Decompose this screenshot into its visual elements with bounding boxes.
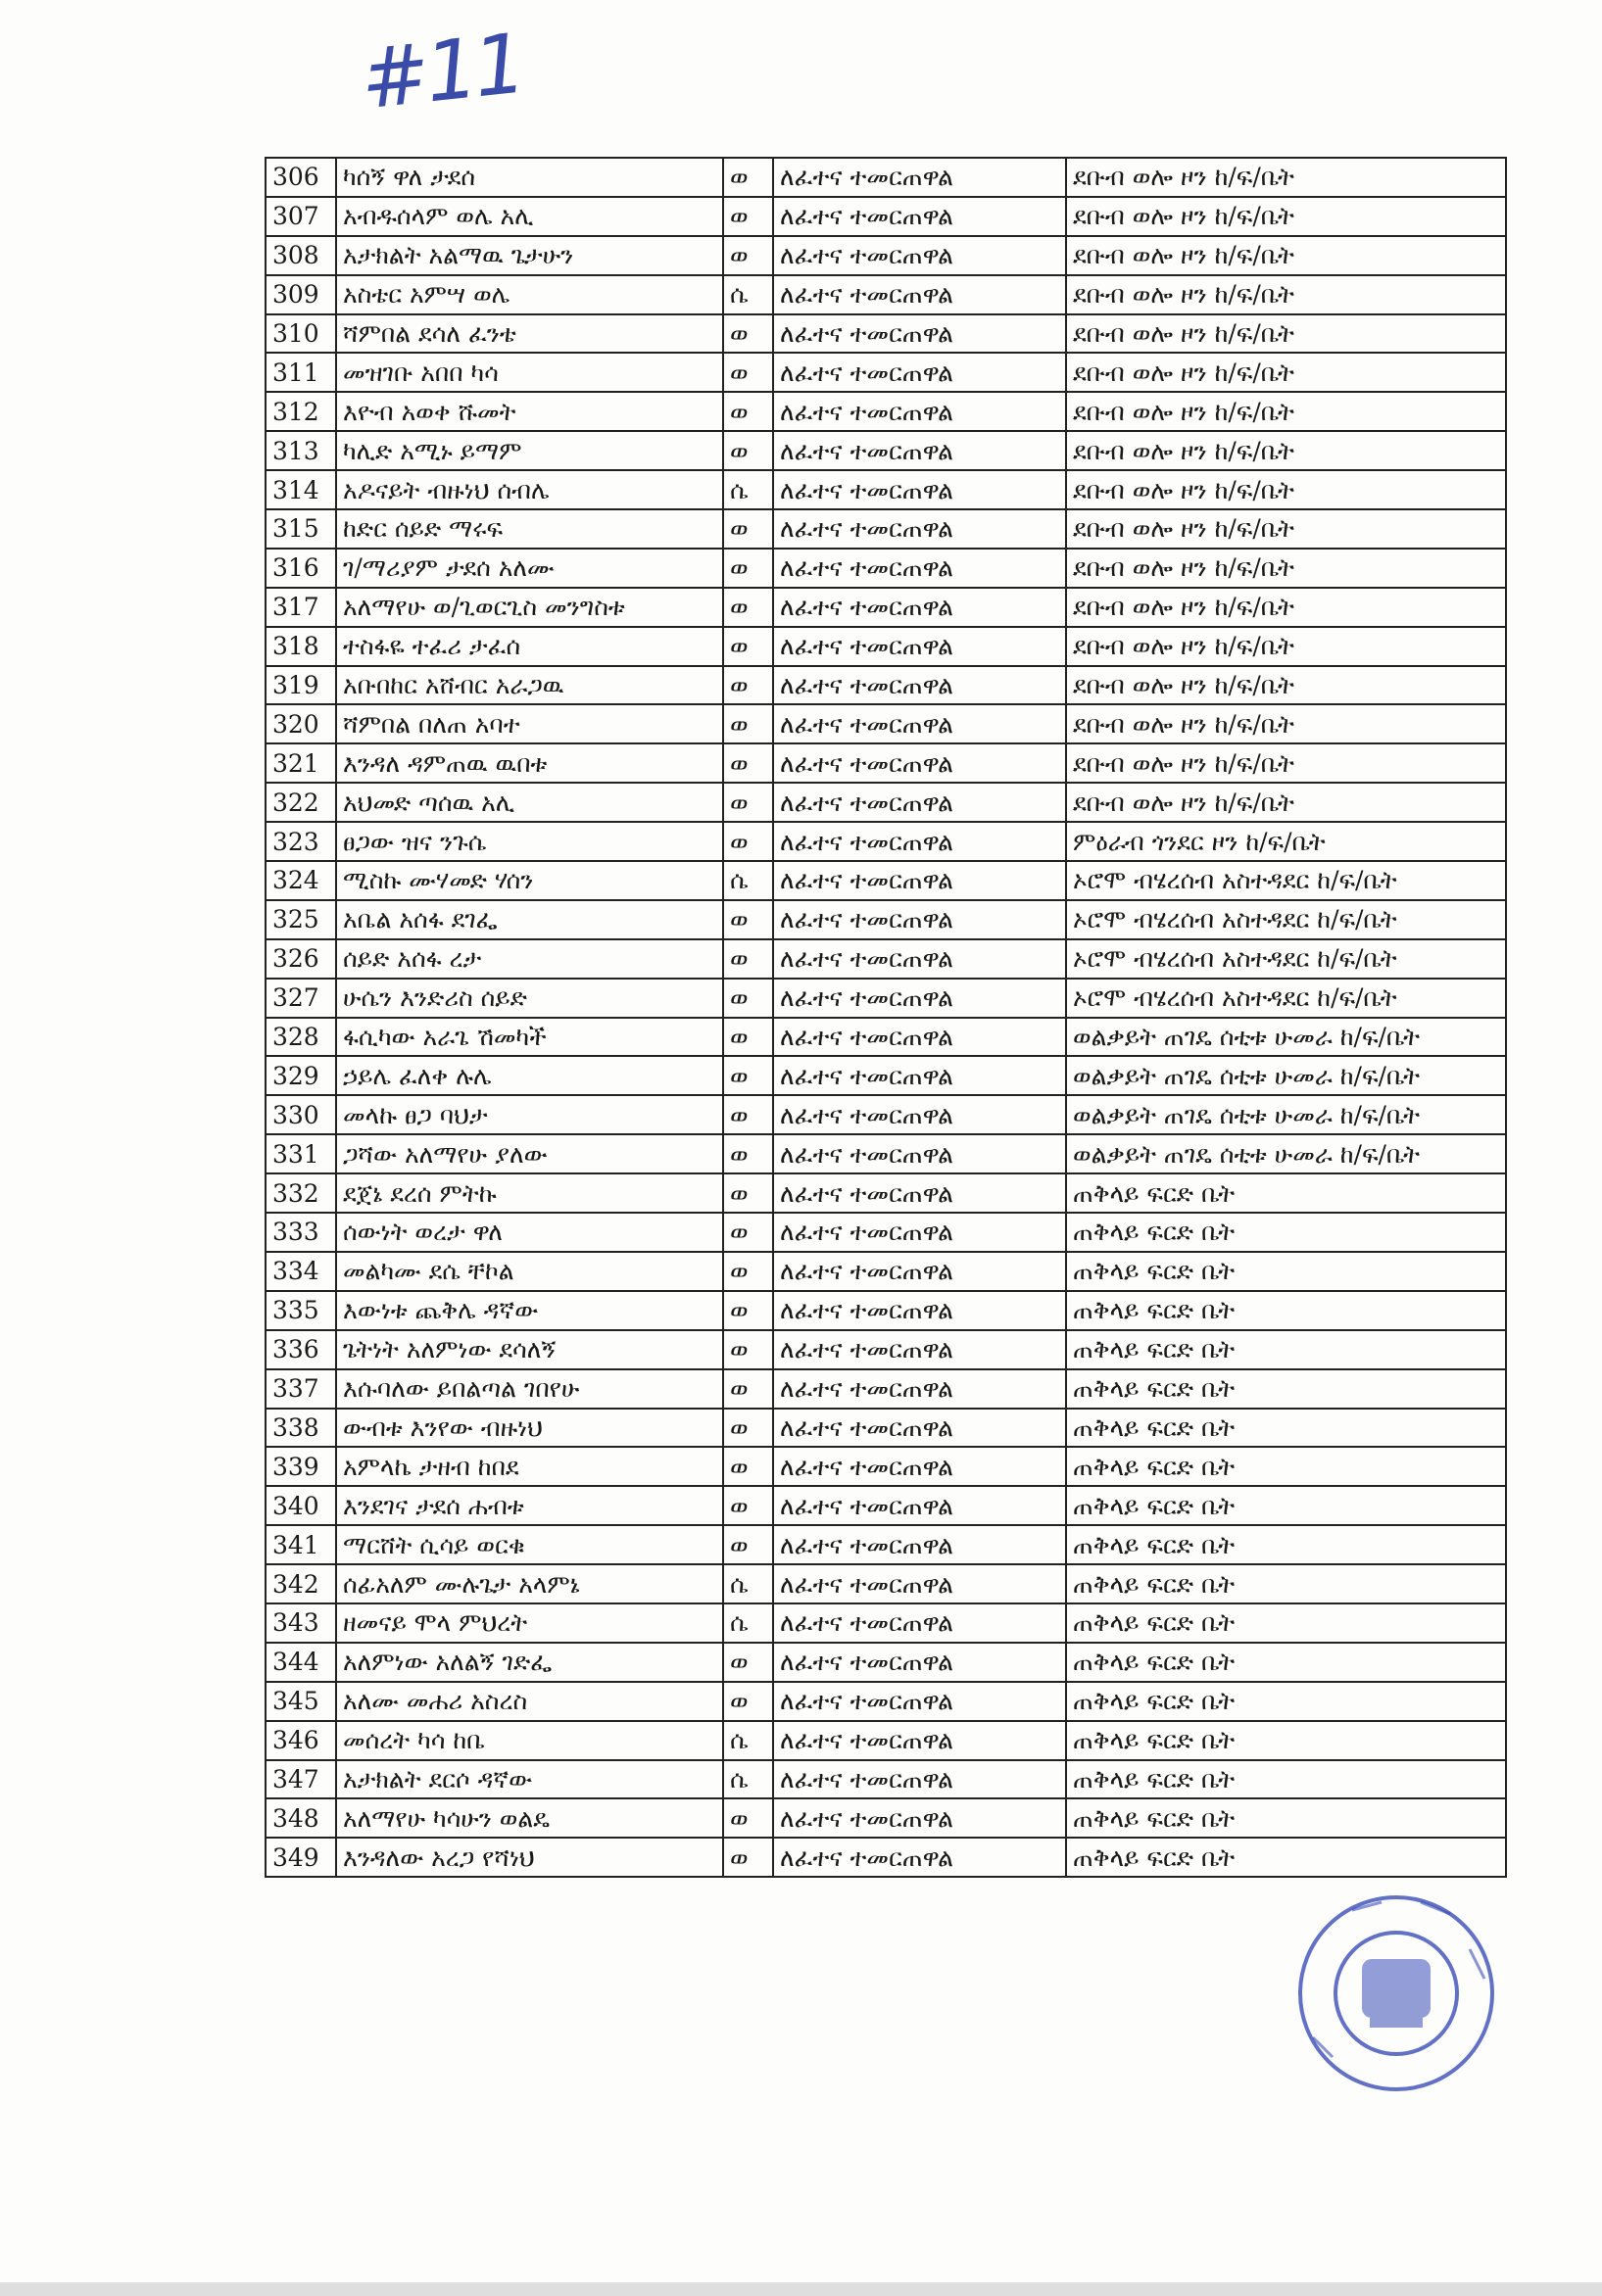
candidate-name: አታክልት አልማዉ ጌታሁን: [336, 236, 723, 275]
table-row: [266, 392, 1506, 431]
row-number: 332: [266, 1173, 336, 1213]
court-name: ደቡብ ወሎ ዞን ከ/ፍ/ቤት: [1066, 783, 1506, 822]
row-number: 340: [266, 1486, 336, 1525]
candidate-sex: ወ: [723, 704, 773, 743]
selection-status: ለፈተና ተመርጠዋል: [773, 158, 1066, 197]
candidate-name: መሰረት ካሳ ከቤ: [336, 1721, 723, 1760]
selection-status: ለፈተና ተመርጠዋል: [773, 1056, 1066, 1095]
row-number: 344: [266, 1643, 336, 1682]
table-row: [266, 588, 1506, 627]
candidate-name: ካሰኝ ዋለ ታደሰ: [336, 158, 723, 197]
candidate-sex: ወ: [723, 1018, 773, 1057]
court-name: ደቡብ ወሎ ዞን ከ/ፍ/ቤት: [1066, 509, 1506, 549]
court-name: ጠቅላይ ፍርድ ቤት: [1066, 1838, 1506, 1877]
row-number: 324: [266, 861, 336, 900]
candidate-sex: ወ: [723, 509, 773, 549]
candidate-name: አለሙ መሐሪ አስረስ: [336, 1682, 723, 1721]
candidate-sex: ወ: [723, 1838, 773, 1877]
table-row: [266, 1330, 1506, 1369]
table-row: [266, 1525, 1506, 1564]
candidate-sex: ወ: [723, 1095, 773, 1134]
candidate-sex: ወ: [723, 1409, 773, 1448]
row-number: 329: [266, 1056, 336, 1095]
candidate-sex: ወ: [723, 1252, 773, 1291]
court-name: ወልቃይት ጠገዴ ሰቲቱ ሁመራ ከ/ፍ/ቤት: [1066, 1018, 1506, 1057]
table-row: [266, 549, 1506, 588]
court-name: ጠቅላይ ፍርድ ቤት: [1066, 1564, 1506, 1603]
selection-status: ለፈተና ተመርጠዋል: [773, 549, 1066, 588]
candidate-name: መልካሙ ደሴ ቸኮል: [336, 1252, 723, 1291]
candidate-name: ሰይድ አሰፋ ረታ: [336, 939, 723, 979]
selection-status: ለፈተና ተመርጠዋል: [773, 431, 1066, 470]
row-number: 339: [266, 1447, 336, 1486]
row-number: 348: [266, 1798, 336, 1838]
candidate-name: ገ/ማሪያም ታደሰ አለሙ: [336, 549, 723, 588]
candidate-sex: ወ: [723, 431, 773, 470]
court-name: ደቡብ ወሎ ዞን ከ/ፍ/ቤት: [1066, 236, 1506, 275]
court-name: ጠቅላይ ፍርድ ቤት: [1066, 1173, 1506, 1213]
court-name: ደቡብ ወሎ ዞን ከ/ፍ/ቤት: [1066, 392, 1506, 431]
selection-status: ለፈተና ተመርጠዋል: [773, 1447, 1066, 1486]
row-number: 313: [266, 431, 336, 470]
table-row: [266, 314, 1506, 354]
table-row: [266, 666, 1506, 705]
selection-status: ለፈተና ተመርጠዋል: [773, 470, 1066, 509]
row-number: 314: [266, 470, 336, 509]
row-number: 336: [266, 1330, 336, 1369]
candidate-name: ማርሸት ሲሳይ ወርቁ: [336, 1525, 723, 1564]
candidate-name: ኃይሌ ፈለቀ ሉሌ: [336, 1056, 723, 1095]
table-row: [266, 1252, 1506, 1291]
table-row: [266, 353, 1506, 392]
court-name: ደቡብ ወሎ ዞን ከ/ፍ/ቤት: [1066, 197, 1506, 236]
selection-status: ለፈተና ተመርጠዋል: [773, 1134, 1066, 1173]
court-name: ጠቅላይ ፍርድ ቤት: [1066, 1643, 1506, 1682]
candidate-sex: ሴ: [723, 1721, 773, 1760]
table-row: [266, 431, 1506, 470]
court-name: ጠቅላይ ፍርድ ቤት: [1066, 1447, 1506, 1486]
candidate-sex: ወ: [723, 939, 773, 979]
selection-status: ለፈተና ተመርጠዋል: [773, 1330, 1066, 1369]
candidate-sex: ወ: [723, 666, 773, 705]
table-row: [266, 1798, 1506, 1838]
table-row: [266, 275, 1506, 314]
court-name: ደቡብ ወሎ ዞን ከ/ፍ/ቤት: [1066, 588, 1506, 627]
row-number: 327: [266, 979, 336, 1018]
table-row: [266, 822, 1506, 861]
selection-status: ለፈተና ተመርጠዋል: [773, 588, 1066, 627]
candidate-name: አለማየሁ ካሳሁን ወልዴ: [336, 1798, 723, 1838]
table-row: [266, 1486, 1506, 1525]
candidate-sex: ሴ: [723, 1760, 773, 1799]
candidate-sex: ወ: [723, 1486, 773, 1525]
table-row: [266, 1564, 1506, 1603]
table-row: [266, 1838, 1506, 1877]
row-number: 345: [266, 1682, 336, 1721]
candidate-name: እንዳለ ዳምጠዉ ዉበቱ: [336, 743, 723, 783]
candidate-name: ሰውነት ወረታ ዋለ: [336, 1213, 723, 1252]
selection-status: ለፈተና ተመርጠዋል: [773, 900, 1066, 939]
table-row: [266, 1134, 1506, 1173]
court-name: ጠቅላይ ፍርድ ቤት: [1066, 1721, 1506, 1760]
row-number: 320: [266, 704, 336, 743]
court-name: ጠቅላይ ፍርድ ቤት: [1066, 1760, 1506, 1799]
candidate-sex: ወ: [723, 900, 773, 939]
selection-status: ለፈተና ተመርጠዋል: [773, 704, 1066, 743]
candidate-name: ፋሲካው አራጌ ሽመካች: [336, 1018, 723, 1057]
candidate-name: አታክልት ደርሶ ዳኛው: [336, 1760, 723, 1799]
candidate-sex: ወ: [723, 1369, 773, 1409]
selection-status: ለፈተና ተመርጠዋል: [773, 979, 1066, 1018]
row-number: 317: [266, 588, 336, 627]
row-number: 337: [266, 1369, 336, 1409]
selection-status: ለፈተና ተመርጠዋል: [773, 1486, 1066, 1525]
court-name: ወልቃይት ጠገዴ ሰቲቱ ሁመራ ከ/ፍ/ቤት: [1066, 1056, 1506, 1095]
row-number: 349: [266, 1838, 336, 1877]
court-name: ደቡብ ወሎ ዞን ከ/ፍ/ቤት: [1066, 666, 1506, 705]
row-number: 342: [266, 1564, 336, 1603]
row-number: 325: [266, 900, 336, 939]
candidate-name: አምላኬ ታዘብ ከበደ: [336, 1447, 723, 1486]
candidate-sex: ወ: [723, 588, 773, 627]
row-number: 316: [266, 549, 336, 588]
selection-status: ለፈተና ተመርጠዋል: [773, 1760, 1066, 1799]
selection-status: ለፈተና ተመርጠዋል: [773, 1564, 1066, 1603]
candidate-sex: ወ: [723, 1134, 773, 1173]
selection-status: ለፈተና ተመርጠዋል: [773, 666, 1066, 705]
court-name: ጠቅላይ ፍርድ ቤት: [1066, 1798, 1506, 1838]
selection-status: ለፈተና ተመርጠዋል: [773, 783, 1066, 822]
table-row: [266, 1682, 1506, 1721]
court-name: ጠቅላይ ፍርድ ቤት: [1066, 1409, 1506, 1448]
table-row: [266, 197, 1506, 236]
candidate-name: እዮብ አወቀ ሹመት: [336, 392, 723, 431]
table-row: [266, 1056, 1506, 1095]
candidate-sex: ወ: [723, 1682, 773, 1721]
table-row: [266, 236, 1506, 275]
selection-status: ለፈተና ተመርጠዋል: [773, 627, 1066, 666]
table-row: [266, 1409, 1506, 1448]
court-name: ምዕራብ ጎንደር ዞን ከ/ፍ/ቤት: [1066, 822, 1506, 861]
candidate-name: አብዱሰላም ወሌ አሊ: [336, 197, 723, 236]
table-row: [266, 509, 1506, 549]
candidate-name: ጋሻው አለማየሁ ያለው: [336, 1134, 723, 1173]
selection-status: ለፈተና ተመርጠዋል: [773, 822, 1066, 861]
selection-status: ለፈተና ተመርጠዋል: [773, 1369, 1066, 1409]
candidate-sex: ወ: [723, 783, 773, 822]
court-name: ኦሮሞ ብሄረሰብ አስተዳደር ከ/ፍ/ቤት: [1066, 861, 1506, 900]
court-name: ወልቃይት ጠገዴ ሰቲቱ ሁመራ ከ/ፍ/ቤት: [1066, 1134, 1506, 1173]
candidate-sex: ወ: [723, 1213, 773, 1252]
official-seal-stamp: [1293, 1890, 1499, 2096]
table-row: [266, 1721, 1506, 1760]
candidate-name: አለማየሁ ወ/ጊወርጊስ መንግስቱ: [336, 588, 723, 627]
row-number: 330: [266, 1095, 336, 1134]
row-number: 310: [266, 314, 336, 354]
selection-status: ለፈተና ተመርጠዋል: [773, 1252, 1066, 1291]
selection-status: ለፈተና ተመርጠዋል: [773, 1838, 1066, 1877]
candidate-sex: ወ: [723, 1173, 773, 1213]
court-name: ጠቅላይ ፍርድ ቤት: [1066, 1369, 1506, 1409]
table-row: [266, 1173, 1506, 1213]
row-number: 319: [266, 666, 336, 705]
candidate-sex: ወ: [723, 1643, 773, 1682]
court-name: ኦሮሞ ብሄረሰብ አስተዳደር ከ/ፍ/ቤት: [1066, 979, 1506, 1018]
row-number: 331: [266, 1134, 336, 1173]
candidate-name: ሰፊአለም ሙሉጌታ አላምኔ: [336, 1564, 723, 1603]
candidate-name: መላኩ ፀጋ ባህታ: [336, 1095, 723, 1134]
table-row: [266, 704, 1506, 743]
candidate-sex: ሴ: [723, 275, 773, 314]
candidate-sex: ወ: [723, 392, 773, 431]
table-row: [266, 1603, 1506, 1643]
row-number: 308: [266, 236, 336, 275]
court-name: ጠቅላይ ፍርድ ቤት: [1066, 1213, 1506, 1252]
table-row: [266, 1213, 1506, 1252]
row-number: 347: [266, 1760, 336, 1799]
candidate-sex: ወ: [723, 1056, 773, 1095]
selection-status: ለፈተና ተመርጠዋል: [773, 197, 1066, 236]
page-number-handwritten: #11: [356, 15, 527, 128]
candidate-name: ካሊድ አሚኑ ይማም: [336, 431, 723, 470]
court-name: ደቡብ ወሎ ዞን ከ/ፍ/ቤት: [1066, 627, 1506, 666]
table-row: [266, 158, 1506, 197]
table-row: [266, 470, 1506, 509]
candidate-sex: ወ: [723, 549, 773, 588]
candidate-name: ተስፋዬ ተፈሪ ታፈሰ: [336, 627, 723, 666]
row-number: 335: [266, 1291, 336, 1330]
table-row: [266, 743, 1506, 783]
selection-status: ለፈተና ተመርጠዋል: [773, 1525, 1066, 1564]
selection-status: ለፈተና ተመርጠዋል: [773, 353, 1066, 392]
candidate-sex: ወ: [723, 236, 773, 275]
table-row: [266, 861, 1506, 900]
table-row: [266, 1643, 1506, 1682]
row-number: 338: [266, 1409, 336, 1448]
table-row: [266, 1369, 1506, 1409]
candidate-name: ሁሴን እንድሪስ ሰይድ: [336, 979, 723, 1018]
court-name: ደቡብ ወሎ ዞን ከ/ፍ/ቤት: [1066, 549, 1506, 588]
row-number: 334: [266, 1252, 336, 1291]
selection-status: ለፈተና ተመርጠዋል: [773, 939, 1066, 979]
selection-status: ለፈተና ተመርጠዋል: [773, 861, 1066, 900]
selection-status: ለፈተና ተመርጠዋል: [773, 1721, 1066, 1760]
court-name: ደቡብ ወሎ ዞን ከ/ፍ/ቤት: [1066, 743, 1506, 783]
court-name: ጠቅላይ ፍርድ ቤት: [1066, 1603, 1506, 1643]
court-name: ጠቅላይ ፍርድ ቤት: [1066, 1486, 1506, 1525]
selection-status: ለፈተና ተመርጠዋል: [773, 392, 1066, 431]
candidate-name: ሚስኩ ሙሃመድ ሃሰን: [336, 861, 723, 900]
court-name: ደቡብ ወሎ ዞን ከ/ፍ/ቤት: [1066, 158, 1506, 197]
row-number: 333: [266, 1213, 336, 1252]
row-number: 309: [266, 275, 336, 314]
candidate-name: ከድር ሰይድ ማሩፍ: [336, 509, 723, 549]
table-row: [266, 627, 1506, 666]
table-row: [266, 1095, 1506, 1134]
table-row: [266, 1018, 1506, 1057]
candidate-name: አዶናይት ብዙነህ ሰብሌ: [336, 470, 723, 509]
candidate-name: አለምነው አለልኝ ገድፌ: [336, 1643, 723, 1682]
row-number: 322: [266, 783, 336, 822]
selection-status: ለፈተና ተመርጠዋል: [773, 1643, 1066, 1682]
candidate-sex: ወ: [723, 1447, 773, 1486]
selection-status: ለፈተና ተመርጠዋል: [773, 1095, 1066, 1134]
candidate-name: ዘመናይ ሞላ ምህረት: [336, 1603, 723, 1643]
row-number: 315: [266, 509, 336, 549]
candidate-name: ውብቱ እንየው ብዙነህ: [336, 1409, 723, 1448]
candidate-table: [265, 157, 1507, 1878]
candidate-name: ሻምበል በለጠ አባተ: [336, 704, 723, 743]
court-name: ደቡብ ወሎ ዞን ከ/ፍ/ቤት: [1066, 353, 1506, 392]
row-number: 321: [266, 743, 336, 783]
court-name: ኦሮሞ ብሄረሰብ አስተዳደር ከ/ፍ/ቤት: [1066, 900, 1506, 939]
candidate-sex: ሴ: [723, 861, 773, 900]
row-number: 311: [266, 353, 336, 392]
table-row: [266, 1291, 1506, 1330]
candidate-sex: ወ: [723, 1330, 773, 1369]
court-name: ጠቅላይ ፍርድ ቤት: [1066, 1682, 1506, 1721]
table-row: [266, 783, 1506, 822]
selection-status: ለፈተና ተመርጠዋል: [773, 1798, 1066, 1838]
candidate-name: እሱባለው ይበልጣል ገበየሁ: [336, 1369, 723, 1409]
row-number: 306: [266, 158, 336, 197]
row-number: 307: [266, 197, 336, 236]
court-name: ደቡብ ወሎ ዞን ከ/ፍ/ቤት: [1066, 704, 1506, 743]
row-number: 343: [266, 1603, 336, 1643]
selection-status: ለፈተና ተመርጠዋል: [773, 275, 1066, 314]
candidate-name: አቤል አሰፋ ደገፌ: [336, 900, 723, 939]
selection-status: ለፈተና ተመርጠዋል: [773, 314, 1066, 354]
court-name: ደቡብ ወሎ ዞን ከ/ፍ/ቤት: [1066, 275, 1506, 314]
candidate-sex: ወ: [723, 314, 773, 354]
court-name: ጠቅላይ ፍርድ ቤት: [1066, 1291, 1506, 1330]
candidate-name: እንደገና ታደሰ ሐብቱ: [336, 1486, 723, 1525]
selection-status: ለፈተና ተመርጠዋል: [773, 1173, 1066, 1213]
candidate-name: ፀጋው ዝና ንጉሴ: [336, 822, 723, 861]
court-name: ጠቅላይ ፍርድ ቤት: [1066, 1525, 1506, 1564]
candidate-sex: ሴ: [723, 1564, 773, 1603]
candidate-name: ጌትነት አለምነው ደሳለኝ: [336, 1330, 723, 1369]
candidate-sex: ወ: [723, 1798, 773, 1838]
selection-status: ለፈተና ተመርጠዋል: [773, 509, 1066, 549]
selection-status: ለፈተና ተመርጠዋል: [773, 1018, 1066, 1057]
selection-status: ለፈተና ተመርጠዋል: [773, 236, 1066, 275]
court-name: ወልቃይት ጠገዴ ሰቲቱ ሁመራ ከ/ፍ/ቤት: [1066, 1095, 1506, 1134]
selection-status: ለፈተና ተመርጠዋል: [773, 1603, 1066, 1643]
candidate-name: አህመድ ጣሰዉ አሊ: [336, 783, 723, 822]
candidate-sex: ወ: [723, 979, 773, 1018]
candidate-name: እንዳለው አረጋ የሻነህ: [336, 1838, 723, 1877]
row-number: 318: [266, 627, 336, 666]
court-name: ደቡብ ወሎ ዞን ከ/ፍ/ቤት: [1066, 470, 1506, 509]
row-number: 326: [266, 939, 336, 979]
table-row: [266, 900, 1506, 939]
candidate-sex: ወ: [723, 743, 773, 783]
row-number: 323: [266, 822, 336, 861]
candidate-sex: ወ: [723, 627, 773, 666]
selection-status: ለፈተና ተመርጠዋል: [773, 1291, 1066, 1330]
table-row: [266, 979, 1506, 1018]
court-name: ደቡብ ወሎ ዞን ከ/ፍ/ቤት: [1066, 431, 1506, 470]
court-name: ጠቅላይ ፍርድ ቤት: [1066, 1252, 1506, 1291]
row-number: 341: [266, 1525, 336, 1564]
selection-status: ለፈተና ተመርጠዋል: [773, 1409, 1066, 1448]
candidate-sex: ሴ: [723, 1603, 773, 1643]
candidate-sex: ወ: [723, 822, 773, 861]
candidate-name: አስቴር አምሣ ወሌ: [336, 275, 723, 314]
court-name: ኦሮሞ ብሄረሰብ አስተዳደር ከ/ፍ/ቤት: [1066, 939, 1506, 979]
candidate-name: አቡበከር አሸብር አራጋዉ: [336, 666, 723, 705]
candidate-name: ሻምበል ደሳለ ፈንቴ: [336, 314, 723, 354]
table-row: [266, 1760, 1506, 1799]
selection-status: ለፈተና ተመርጠዋል: [773, 743, 1066, 783]
candidate-sex: ሴ: [723, 470, 773, 509]
candidate-name: እውነቱ ጨቅሌ ዳኛው: [336, 1291, 723, 1330]
candidate-name: ደጀኔ ደረሰ ምትኩ: [336, 1173, 723, 1213]
scan-edge: [0, 2282, 1602, 2296]
candidate-sex: ወ: [723, 158, 773, 197]
table-row: [266, 939, 1506, 979]
row-number: 312: [266, 392, 336, 431]
row-number: 346: [266, 1721, 336, 1760]
table-row: [266, 1447, 1506, 1486]
selection-status: ለፈተና ተመርጠዋል: [773, 1682, 1066, 1721]
selection-status: ለፈተና ተመርጠዋል: [773, 1213, 1066, 1252]
candidate-sex: ወ: [723, 353, 773, 392]
row-number: 328: [266, 1018, 336, 1057]
court-name: ደቡብ ወሎ ዞን ከ/ፍ/ቤት: [1066, 314, 1506, 354]
court-name: ጠቅላይ ፍርድ ቤት: [1066, 1330, 1506, 1369]
candidate-sex: ወ: [723, 197, 773, 236]
candidate-name: መዝገቡ አበበ ካሳ: [336, 353, 723, 392]
candidate-sex: ወ: [723, 1291, 773, 1330]
candidate-sex: ወ: [723, 1525, 773, 1564]
